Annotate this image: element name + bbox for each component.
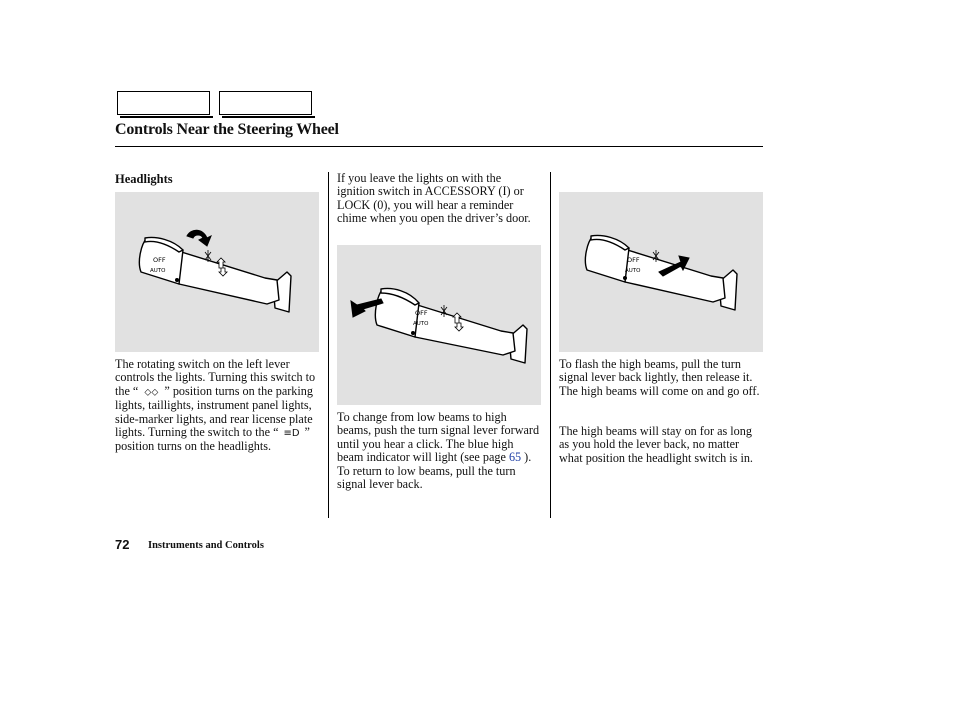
section-footer: Instruments and Controls (148, 540, 264, 551)
nav-tab-1[interactable] (117, 91, 210, 115)
figure-push-forward (337, 245, 541, 405)
column-divider-1 (328, 172, 329, 518)
lever-off-label: OFF (153, 256, 166, 264)
section-heading: Headlights (115, 172, 173, 186)
lever-off-label: OFF (415, 309, 428, 317)
col3-paragraph-2: The high beams will stay on for as long as you hold the lever back, no matter what position the headlight switch is in. (559, 424, 753, 465)
lever-auto-label: AUTO (625, 268, 641, 274)
page-link[interactable]: 65 (508, 450, 522, 465)
col3-paragraph-1: To flash the high beams, pull the turn signal lever back lightly, then release it. The high beams will come on and go off. (559, 357, 760, 398)
lever-auto-label: AUTO (413, 321, 429, 327)
figure-rotate-switch (115, 192, 319, 352)
nav-tab-2[interactable] (219, 91, 312, 115)
lever-illustration (115, 192, 319, 352)
lever-illustration (337, 245, 541, 405)
col2-paragraph-2: To change from low beams to high beams, push the turn signal lever forward until you hear a click. The blue high beam indicator will light (see page 65 ). To return to low beams, pull the turn signal lever back. (337, 410, 540, 492)
page-number: 72 (115, 537, 130, 552)
parking-lights-icon: ⬦⬦ (144, 386, 159, 398)
lever-illustration (559, 192, 763, 352)
figure-flash-beams (559, 192, 763, 352)
lever-auto-label: AUTO (150, 268, 166, 274)
col2-paragraph-1: If you leave the lights on with the ignition switch in ACCESSORY (I) or LOCK (0), you will hear a reminder chime when you open the driver’s door. (337, 171, 531, 226)
title-rule (115, 146, 763, 147)
lever-off-label: OFF (627, 256, 640, 264)
page-title: Controls Near the Steering Wheel (115, 121, 339, 138)
column-divider-2 (550, 172, 551, 518)
headlights-icon: ≡D (283, 428, 300, 440)
col1-paragraph: The rotating switch on the left lever controls the lights. Turning this switch to the “ ⬦⬦ ” position turns on the parking lights, taillights, instrument panel lights, side-marker lights, and rear license plate lights. Turning the switch to the “ ≡D ” position turns on the headlights. (115, 357, 316, 454)
